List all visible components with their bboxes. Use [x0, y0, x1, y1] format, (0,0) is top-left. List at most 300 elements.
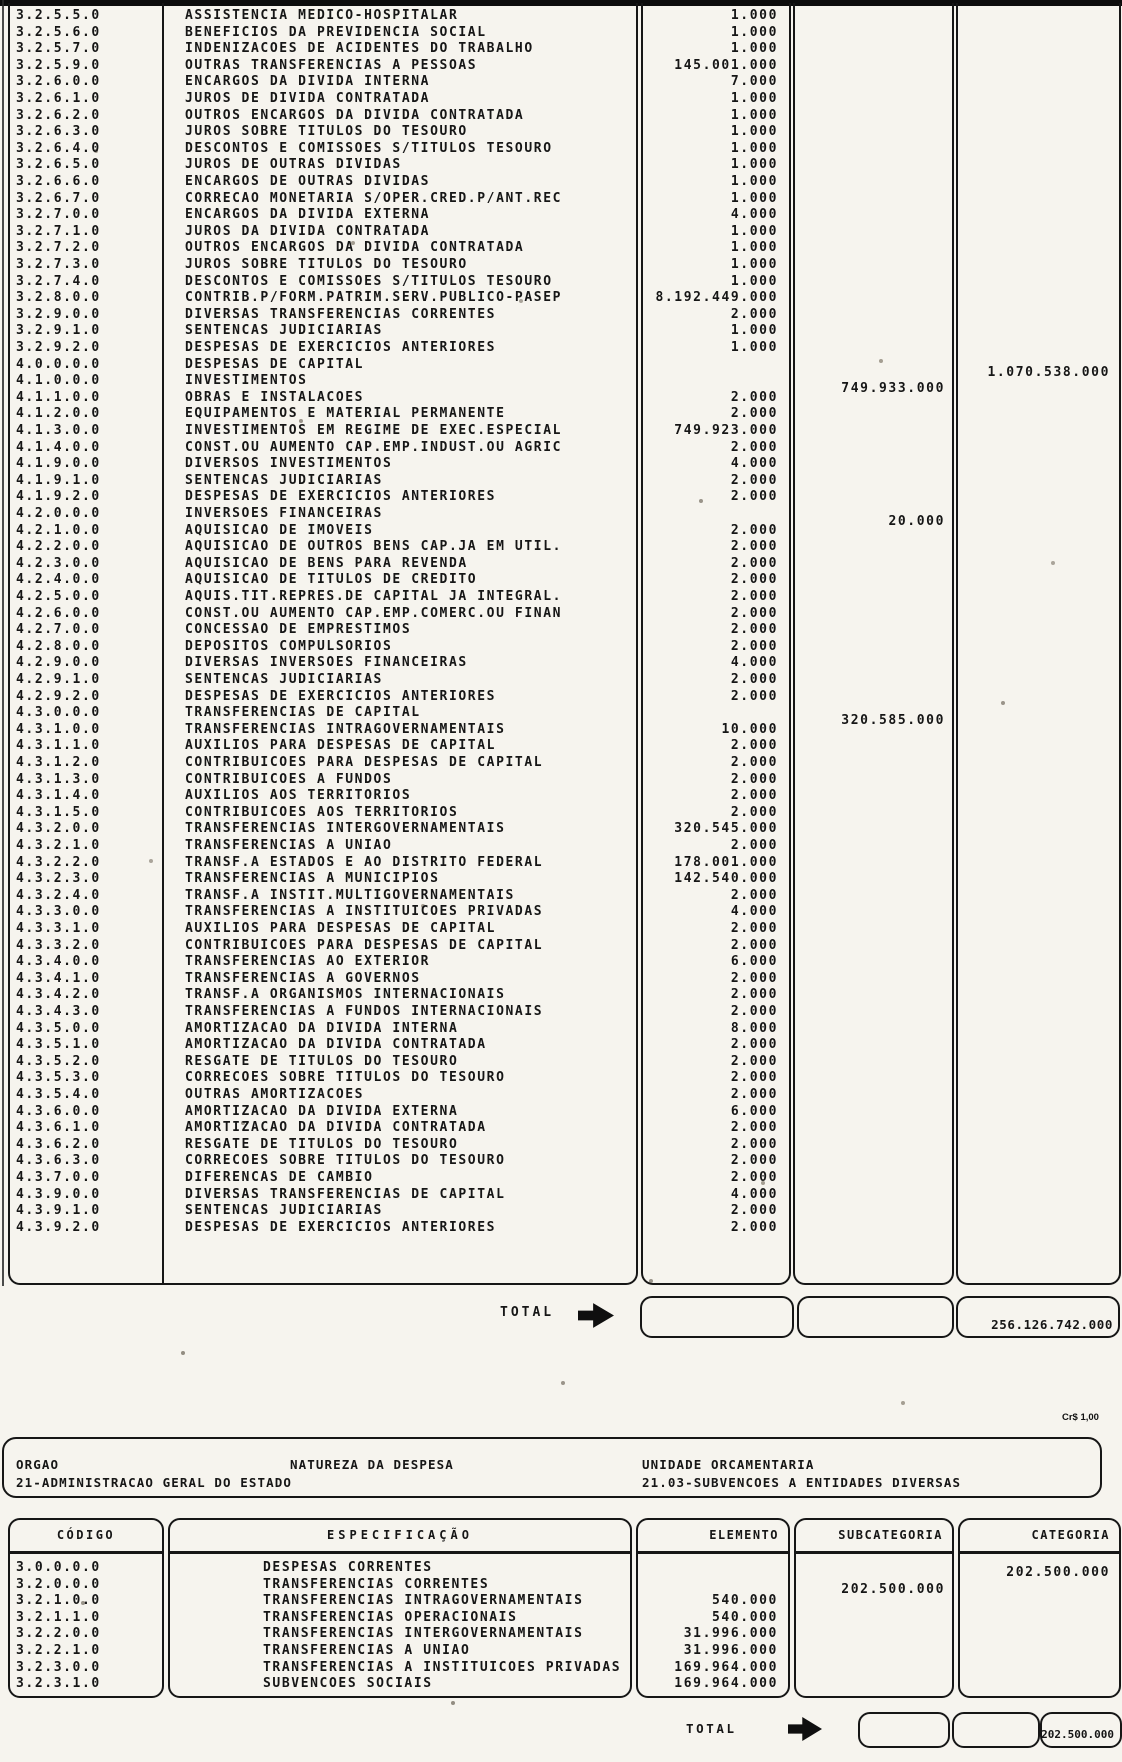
row-description: AMORTIZACAO DA DIVIDA CONTRATADA: [185, 1120, 487, 1136]
detail-total-categoria-box: [1040, 1712, 1122, 1748]
row-elemento-value: 2.000: [730, 605, 778, 621]
row-elemento-value: 4.000: [730, 655, 778, 671]
row-elemento-value: 4.000: [730, 904, 778, 920]
table-row: [0, 1104, 1122, 1121]
row-code: 4.3.2.2.0: [16, 854, 101, 870]
row-description: CORRECAO MONETARIA S/OPER.CRED.P/ANT.REC: [185, 190, 563, 206]
table-row: [0, 74, 1122, 91]
row-elemento-value: 2.000: [730, 970, 778, 986]
row-elemento-value: 178.001.000: [674, 854, 778, 870]
row-elemento-value: 2.000: [730, 672, 778, 687]
row-elemento-value: 31.996.000: [683, 1643, 778, 1658]
row-elemento-value: 31.996.000: [683, 1626, 778, 1642]
table-row: [0, 1610, 1122, 1627]
elemento-header: ELEMENTO: [709, 1528, 779, 1542]
table-row: [0, 157, 1122, 174]
row-elemento-value: 1.000: [730, 140, 778, 156]
row-description: INDENIZACOES DE ACIDENTES DO TRABALHO: [185, 41, 534, 57]
row-code: 4.3.3.1.0: [16, 921, 101, 936]
row-code: 3.2.7.3.0: [16, 257, 101, 272]
row-code: 3.2.7.4.0: [16, 273, 101, 289]
row-description: CONTRIBUICOES AOS TERRITORIOS: [185, 804, 459, 820]
row-elemento-value: 142.540.000: [674, 871, 778, 887]
row-code: 3.0.0.0.0: [16, 1560, 101, 1575]
row-code: 3.2.5.5.0: [16, 8, 101, 23]
row-code: 4.3.5.3.0: [16, 1070, 101, 1086]
table-row: [0, 58, 1122, 75]
table-row: [0, 1120, 1122, 1137]
row-code: 4.2.3.0.0: [16, 555, 101, 571]
table-row: [0, 523, 1122, 540]
table-row: [0, 1660, 1122, 1677]
table-row: [0, 722, 1122, 739]
row-elemento-value: 4.000: [730, 1186, 778, 1202]
row-description: CONTRIBUICOES A FUNDOS: [185, 771, 393, 787]
row-elemento-value: 2.000: [730, 887, 778, 903]
row-description: AUXILIOS PARA DESPESAS DE CAPITAL: [185, 921, 497, 936]
row-elemento-value: 8.192.449.000: [655, 290, 778, 306]
row-code: 4.3.3.2.0: [16, 937, 101, 953]
row-description: CONST.OU AUMENTO CAP.EMP.INDUST.OU AGRIC: [185, 439, 563, 455]
row-description: CORRECOES SOBRE TITULOS DO TESOURO: [185, 1153, 506, 1169]
row-description: CONST.OU AUMENTO CAP.EMP.COMERC.OU FINAN: [185, 605, 563, 621]
detail-total-categoria-value: 202.500.000: [1041, 1728, 1114, 1741]
table-row: [0, 356, 1122, 380]
table-row: [0, 938, 1122, 955]
row-code: 3.2.2.0.0: [16, 1626, 101, 1642]
row-description: AUXILIOS AOS TERRITORIOS: [185, 788, 412, 804]
row-code: 4.2.7.0.0: [16, 622, 101, 638]
main-total-row: [0, 1296, 1122, 1338]
table-row: [0, 1593, 1122, 1610]
row-code: 3.2.5.6.0: [16, 24, 101, 40]
row-elemento-value: 2.000: [730, 688, 778, 704]
row-description: DESPESAS DE EXERCICIOS ANTERIORES: [185, 340, 497, 355]
row-description: SENTENCAS JUDICIARIAS: [185, 672, 383, 687]
row-code: 3.2.7.2.0: [16, 240, 101, 256]
row-code: 4.1.1.0.0: [16, 389, 101, 405]
currency-unit-note: Cr$ 1,00: [1062, 1412, 1099, 1423]
row-elemento-value: 2.000: [730, 1070, 778, 1086]
row-categoria-value: 202.500.000: [1006, 1565, 1110, 1580]
row-code: 4.3.2.0.0: [16, 821, 101, 837]
row-description: TRANSFERENCIAS A INSTITUICOES PRIVADAS: [263, 1659, 622, 1675]
row-code: 3.2.1.1.0: [16, 1609, 101, 1625]
row-code: 4.2.4.0.0: [16, 572, 101, 588]
row-description: JUROS SOBRE TITULOS DO TESOURO: [185, 257, 468, 272]
row-code: 3.2.6.6.0: [16, 174, 101, 189]
row-code: 4.3.6.3.0: [16, 1153, 101, 1169]
table-row: [0, 572, 1122, 589]
row-code: 4.3.2.1.0: [16, 838, 101, 853]
section-header-box: [2, 1437, 1102, 1498]
table-row: [0, 871, 1122, 888]
row-elemento-value: 540.000: [712, 1593, 778, 1609]
row-elemento-value: 2.000: [730, 755, 778, 770]
row-elemento-value: 2.000: [730, 489, 778, 505]
row-code: 3.2.6.7.0: [16, 190, 101, 206]
row-code: 4.3.9.0.0: [16, 1186, 101, 1202]
row-elemento-value: 2.000: [730, 771, 778, 787]
row-description: TRANSFERENCIAS A FUNDOS INTERNACIONAIS: [185, 1004, 544, 1019]
row-description: AQUISICAO DE IMOVEIS: [185, 522, 374, 538]
table-row: [0, 489, 1122, 506]
table-row: [0, 506, 1122, 529]
table-row: [0, 240, 1122, 257]
row-subcategoria-value: 749.933.000: [841, 381, 945, 397]
row-code: 3.2.6.2.0: [16, 107, 101, 123]
row-description: TRANSFERENCIAS DE CAPITAL: [185, 705, 421, 721]
table-row: [0, 340, 1122, 357]
row-code: 4.3.1.4.0: [16, 788, 101, 804]
row-description: TRANSFERENCIAS A UNIAO: [185, 838, 393, 853]
row-elemento-value: 1.000: [730, 174, 778, 189]
row-code: 4.0.0.0.0: [16, 356, 101, 372]
row-description: OUTROS ENCARGOS DA DIVIDA CONTRATADA: [185, 240, 525, 256]
table-row: [0, 1021, 1122, 1038]
table-row: [0, 224, 1122, 241]
row-code: 4.1.9.1.0: [16, 472, 101, 488]
table-row: [0, 191, 1122, 208]
table-row: [0, 987, 1122, 1004]
row-description: DIVERSAS TRANSFERENCIAS CORRENTES: [185, 306, 497, 322]
table-row: [0, 1070, 1122, 1087]
table-row: [0, 821, 1122, 838]
row-code: 3.2.5.9.0: [16, 57, 101, 73]
row-elemento-value: 1.000: [730, 124, 778, 140]
row-elemento-value: 2.000: [730, 838, 778, 853]
row-description: TRANSFERENCIAS AO EXTERIOR: [185, 954, 431, 970]
row-code: 4.1.0.0.0: [16, 373, 101, 389]
row-description: TRANSFERENCIAS OPERACIONAIS: [263, 1609, 518, 1625]
row-code: 4.2.6.0.0: [16, 605, 101, 621]
row-description: JUROS DA DIVIDA CONTRATADA: [185, 223, 431, 239]
row-description: OUTROS ENCARGOS DA DIVIDA CONTRATADA: [185, 107, 525, 123]
row-code: 4.3.1.3.0: [16, 771, 101, 787]
row-elemento-value: 320.545.000: [674, 821, 778, 837]
row-description: TRANSFERENCIAS A GOVERNOS: [185, 970, 421, 986]
row-elemento-value: 2.000: [730, 1170, 778, 1185]
table-row: [0, 473, 1122, 490]
row-code: 4.3.4.0.0: [16, 954, 101, 970]
table-row: [0, 921, 1122, 938]
row-description: TRANSFERENCIAS A MUNICIPIOS: [185, 871, 440, 887]
table-row: [0, 1643, 1122, 1660]
row-description: ENCARGOS DA DIVIDA INTERNA: [185, 74, 431, 90]
row-code: 4.2.9.2.0: [16, 688, 101, 704]
row-code: 3.2.7.0.0: [16, 207, 101, 223]
row-elemento-value: 8.000: [730, 1020, 778, 1036]
row-code: 4.1.9.2.0: [16, 489, 101, 505]
row-description: SENTENCAS JUDICIARIAS: [185, 472, 383, 488]
row-description: DESPESAS CORRENTES: [263, 1560, 433, 1575]
row-elemento-value: 749.923.000: [674, 423, 778, 438]
row-elemento-value: 2.000: [730, 622, 778, 638]
table-row: [0, 1054, 1122, 1071]
categoria-header: CATEGORIA: [1031, 1528, 1110, 1542]
table-row: [0, 622, 1122, 639]
row-code: 4.3.5.0.0: [16, 1020, 101, 1036]
table-row: [0, 1576, 1122, 1597]
row-description: TRANSFERENCIAS A INSTITUICOES PRIVADAS: [185, 904, 544, 920]
row-description: ASSISTENCIA MEDICO-HOSPITALAR: [185, 8, 459, 23]
row-code: 4.2.1.0.0: [16, 522, 101, 538]
table-row: [0, 904, 1122, 921]
unidade-orcamentaria-label: UNIDADE ORCAMENTARIA: [642, 1457, 815, 1472]
row-elemento-value: 1.000: [730, 190, 778, 206]
row-description: TRANSFERENCIAS INTERGOVERNAMENTAIS: [263, 1626, 584, 1642]
row-description: SUBVENCOES SOCIAIS: [263, 1676, 433, 1692]
row-elemento-value: 1.000: [730, 340, 778, 355]
table-row: [0, 1560, 1122, 1580]
row-elemento-value: 2.000: [730, 539, 778, 555]
row-elemento-value: 7.000: [730, 74, 778, 90]
row-description: OUTRAS AMORTIZACOES: [185, 1087, 365, 1102]
total-subcategoria-box: [797, 1296, 954, 1338]
orgao-value: 21-ADMINISTRACAO GERAL DO ESTADO: [16, 1475, 293, 1490]
row-description: DESPESAS DE EXERCICIOS ANTERIORES: [185, 1219, 497, 1235]
row-elemento-value: 2.000: [730, 389, 778, 405]
table-row: [0, 1676, 1122, 1693]
row-elemento-value: 2.000: [730, 1037, 778, 1053]
row-elemento-value: 2.000: [730, 788, 778, 804]
row-subcategoria-value: 320.585.000: [841, 713, 945, 729]
table-row: [0, 855, 1122, 872]
row-code: 4.1.2.0.0: [16, 406, 101, 422]
row-elemento-value: 2.000: [730, 406, 778, 422]
row-elemento-value: 2.000: [730, 555, 778, 571]
table-row: [0, 1137, 1122, 1154]
row-elemento-value: 6.000: [730, 954, 778, 970]
table-row: [0, 307, 1122, 324]
table-row: [0, 406, 1122, 423]
table-row: [0, 423, 1122, 440]
detail-total-elemento-box: [858, 1712, 950, 1748]
table-row: [0, 440, 1122, 457]
row-description: INVESTIMENTOS: [185, 373, 308, 389]
row-code: 4.1.3.0.0: [16, 423, 101, 438]
table-row: [0, 755, 1122, 772]
table-row: [0, 323, 1122, 340]
row-description: AQUISICAO DE BENS PARA REVENDA: [185, 555, 468, 571]
row-code: 4.2.5.0.0: [16, 589, 101, 604]
row-code: 3.2.2.1.0: [16, 1643, 101, 1658]
row-description: CONCESSAO DE EMPRESTIMOS: [185, 622, 412, 638]
row-elemento-value: 1.000: [730, 240, 778, 256]
total-label: TOTAL: [500, 1305, 555, 1320]
row-elemento-value: 1.000: [730, 157, 778, 173]
row-code: 4.2.9.1.0: [16, 672, 101, 687]
row-description: TRANSFERENCIAS INTERGOVERNAMENTAIS: [185, 821, 506, 837]
table-row: [0, 689, 1122, 706]
row-subcategoria-value: 20.000: [888, 514, 945, 529]
row-description: JUROS SOBRE TITULOS DO TESOURO: [185, 124, 468, 140]
row-elemento-value: 2.000: [730, 1219, 778, 1235]
row-code: 4.3.5.2.0: [16, 1053, 101, 1069]
row-code: 4.3.1.2.0: [16, 755, 101, 770]
table-row: [0, 141, 1122, 158]
row-elemento-value: 1.000: [730, 273, 778, 289]
row-elemento-value: 2.000: [730, 472, 778, 488]
row-elemento-value: 2.000: [730, 522, 778, 538]
row-code: 3.2.0.0.0: [16, 1576, 101, 1592]
table-row: [0, 174, 1122, 191]
row-code: 4.2.0.0.0: [16, 506, 101, 521]
row-code: 3.2.9.1.0: [16, 323, 101, 339]
row-description: JUROS DE OUTRAS DIVIDAS: [185, 157, 402, 173]
total-categoria-box: [956, 1296, 1120, 1338]
row-description: DESPESAS DE EXERCICIOS ANTERIORES: [185, 688, 497, 704]
unidade-orcamentaria-value: 21.03-SUBVENCOES A ENTIDADES DIVERSAS: [642, 1475, 962, 1490]
table-row: [0, 655, 1122, 672]
row-description: ENCARGOS DE OUTRAS DIVIDAS: [185, 174, 431, 189]
table-row: [0, 772, 1122, 789]
row-elemento-value: 1.000: [730, 8, 778, 23]
row-elemento-value: 169.964.000: [674, 1676, 778, 1692]
row-description: AQUISICAO DE TITULOS DE CREDITO: [185, 572, 478, 588]
row-code: 4.3.2.3.0: [16, 871, 101, 887]
row-elemento-value: 2.000: [730, 1153, 778, 1169]
table-row: [0, 1626, 1122, 1643]
row-code: 4.3.5.1.0: [16, 1037, 101, 1053]
row-elemento-value: 2.000: [730, 1053, 778, 1069]
detail-total-label: TOTAL: [686, 1721, 737, 1736]
row-code: 3.2.9.2.0: [16, 340, 101, 355]
row-code: 3.2.6.3.0: [16, 124, 101, 140]
row-elemento-value: 2.000: [730, 987, 778, 1003]
row-elemento-value: 2.000: [730, 1203, 778, 1219]
row-description: TRANSFERENCIAS CORRENTES: [263, 1576, 490, 1592]
row-description: CORRECOES SOBRE TITULOS DO TESOURO: [185, 1070, 506, 1086]
table-row: [0, 738, 1122, 755]
row-description: TRANSF.A ORGANISMOS INTERNACIONAIS: [185, 987, 506, 1003]
row-description: AQUIS.TIT.REPRES.DE CAPITAL JA INTEGRAL.: [185, 589, 563, 604]
row-description: JUROS DE DIVIDA CONTRATADA: [185, 91, 431, 106]
row-elemento-value: 2.000: [730, 1004, 778, 1019]
row-code: 3.2.6.5.0: [16, 157, 101, 173]
row-code: 4.3.6.0.0: [16, 1103, 101, 1119]
row-code: 4.3.7.0.0: [16, 1170, 101, 1185]
codigo-header: CÓDIGO: [56, 1528, 116, 1542]
row-elemento-value: 1.000: [730, 107, 778, 123]
row-code: 4.2.9.0.0: [16, 655, 101, 671]
row-description: DIVERSAS INVERSOES FINANCEIRAS: [185, 655, 468, 671]
table-row: [0, 257, 1122, 274]
row-description: EQUIPAMENTOS E MATERIAL PERMANENTE: [185, 406, 506, 422]
row-elemento-value: 4.000: [730, 207, 778, 223]
table-row: [0, 1187, 1122, 1204]
row-description: CONTRIBUICOES PARA DESPESAS DE CAPITAL: [185, 755, 544, 770]
row-code: 3.2.9.0.0: [16, 306, 101, 322]
row-description: DEPOSITOS COMPULSORIOS: [185, 638, 393, 654]
row-code: 4.3.6.2.0: [16, 1136, 101, 1152]
row-elemento-value: 2.000: [730, 937, 778, 953]
row-elemento-value: 169.964.000: [674, 1659, 778, 1675]
table-row: [0, 589, 1122, 606]
row-code: 4.3.6.1.0: [16, 1120, 101, 1136]
row-description: CONTRIBUICOES PARA DESPESAS DE CAPITAL: [185, 937, 544, 953]
detail-total-subcategoria-box: [952, 1712, 1040, 1748]
row-code: 3.2.1.0.0: [16, 1593, 101, 1609]
row-code: 4.1.9.0.0: [16, 456, 101, 472]
row-elemento-value: 6.000: [730, 1103, 778, 1119]
total-categoria-value: 256.126.742.000: [991, 1317, 1113, 1332]
row-description: TRANSFERENCIAS INTRAGOVERNAMENTAIS: [263, 1593, 584, 1609]
row-code: 4.2.8.0.0: [16, 638, 101, 654]
row-code: 4.3.1.5.0: [16, 804, 101, 820]
row-description: DIVERSOS INVESTIMENTOS: [185, 456, 393, 472]
row-description: RESGATE DE TITULOS DO TESOURO: [185, 1136, 459, 1152]
row-code: 3.2.6.4.0: [16, 140, 101, 156]
row-subcategoria-value: 202.500.000: [841, 1581, 945, 1597]
row-description: TRANSF.A INSTIT.MULTIGOVERNAMENTAIS: [185, 887, 515, 903]
row-elemento-value: 1.000: [730, 323, 778, 339]
row-elemento-value: 2.000: [730, 738, 778, 754]
row-code: 4.3.4.1.0: [16, 970, 101, 986]
row-code: 4.3.9.2.0: [16, 1219, 101, 1235]
table-row: [0, 456, 1122, 473]
table-row: [0, 1220, 1122, 1237]
table-row: [0, 606, 1122, 623]
orgao-label: ORGAO: [16, 1457, 60, 1472]
table-row: [0, 25, 1122, 42]
subcategoria-header: SUBCATEGORIA: [838, 1528, 943, 1542]
row-description: DESPESAS DE CAPITAL: [185, 356, 365, 372]
row-description: SENTENCAS JUDICIARIAS: [185, 323, 383, 339]
row-code: 4.3.2.4.0: [16, 887, 101, 903]
table-row: [0, 1037, 1122, 1054]
row-code: 4.3.4.2.0: [16, 987, 101, 1003]
total-elemento-box: [640, 1296, 794, 1338]
table-row: [0, 390, 1122, 407]
table-row: [0, 954, 1122, 971]
row-code: 4.3.1.1.0: [16, 738, 101, 754]
row-description: AMORTIZACAO DA DIVIDA CONTRATADA: [185, 1037, 487, 1053]
row-description: AMORTIZACAO DA DIVIDA EXTERNA: [185, 1103, 459, 1119]
row-description: DESPESAS DE EXERCICIOS ANTERIORES: [185, 489, 497, 505]
table-row: [0, 124, 1122, 141]
row-elemento-value: 2.000: [730, 804, 778, 820]
row-code: 4.1.4.0.0: [16, 439, 101, 455]
row-elemento-value: 2.000: [730, 1087, 778, 1102]
row-description: TRANSFERENCIAS INTRAGOVERNAMENTAIS: [185, 721, 506, 737]
row-code: 3.2.6.0.0: [16, 74, 101, 90]
table-row: [0, 1004, 1122, 1021]
row-description: OUTRAS TRANSFERENCIAS A PESSOAS: [185, 57, 478, 73]
row-elemento-value: 1.000: [730, 24, 778, 40]
scan-noise-speckles: [0, 0, 2, 2]
row-description: ENCARGOS DA DIVIDA EXTERNA: [185, 207, 431, 223]
detail-total-row: [0, 1712, 1122, 1748]
table-row: [0, 108, 1122, 125]
row-elemento-value: 540.000: [712, 1609, 778, 1625]
row-code: 4.3.3.0.0: [16, 904, 101, 920]
table-row: [0, 8, 1122, 25]
row-description: RESGATE DE TITULOS DO TESOURO: [185, 1053, 459, 1069]
table-row: [0, 805, 1122, 822]
table-row: [0, 1153, 1122, 1170]
row-description: DIFERENCAS DE CAMBIO: [185, 1170, 374, 1185]
table-row: [0, 556, 1122, 573]
row-elemento-value: 2.000: [730, 306, 778, 322]
table-row: [0, 639, 1122, 656]
row-description: OBRAS E INSTALACOES: [185, 389, 365, 405]
row-elemento-value: 2.000: [730, 1136, 778, 1152]
row-description: BENEFICIOS DA PREVIDENCIA SOCIAL: [185, 24, 487, 40]
row-description: SENTENCAS JUDICIARIAS: [185, 1203, 383, 1219]
table-row: [0, 971, 1122, 988]
row-description: CONTRIB.P/FORM.PATRIM.SERV.PUBLICO-PASEP: [185, 290, 563, 306]
